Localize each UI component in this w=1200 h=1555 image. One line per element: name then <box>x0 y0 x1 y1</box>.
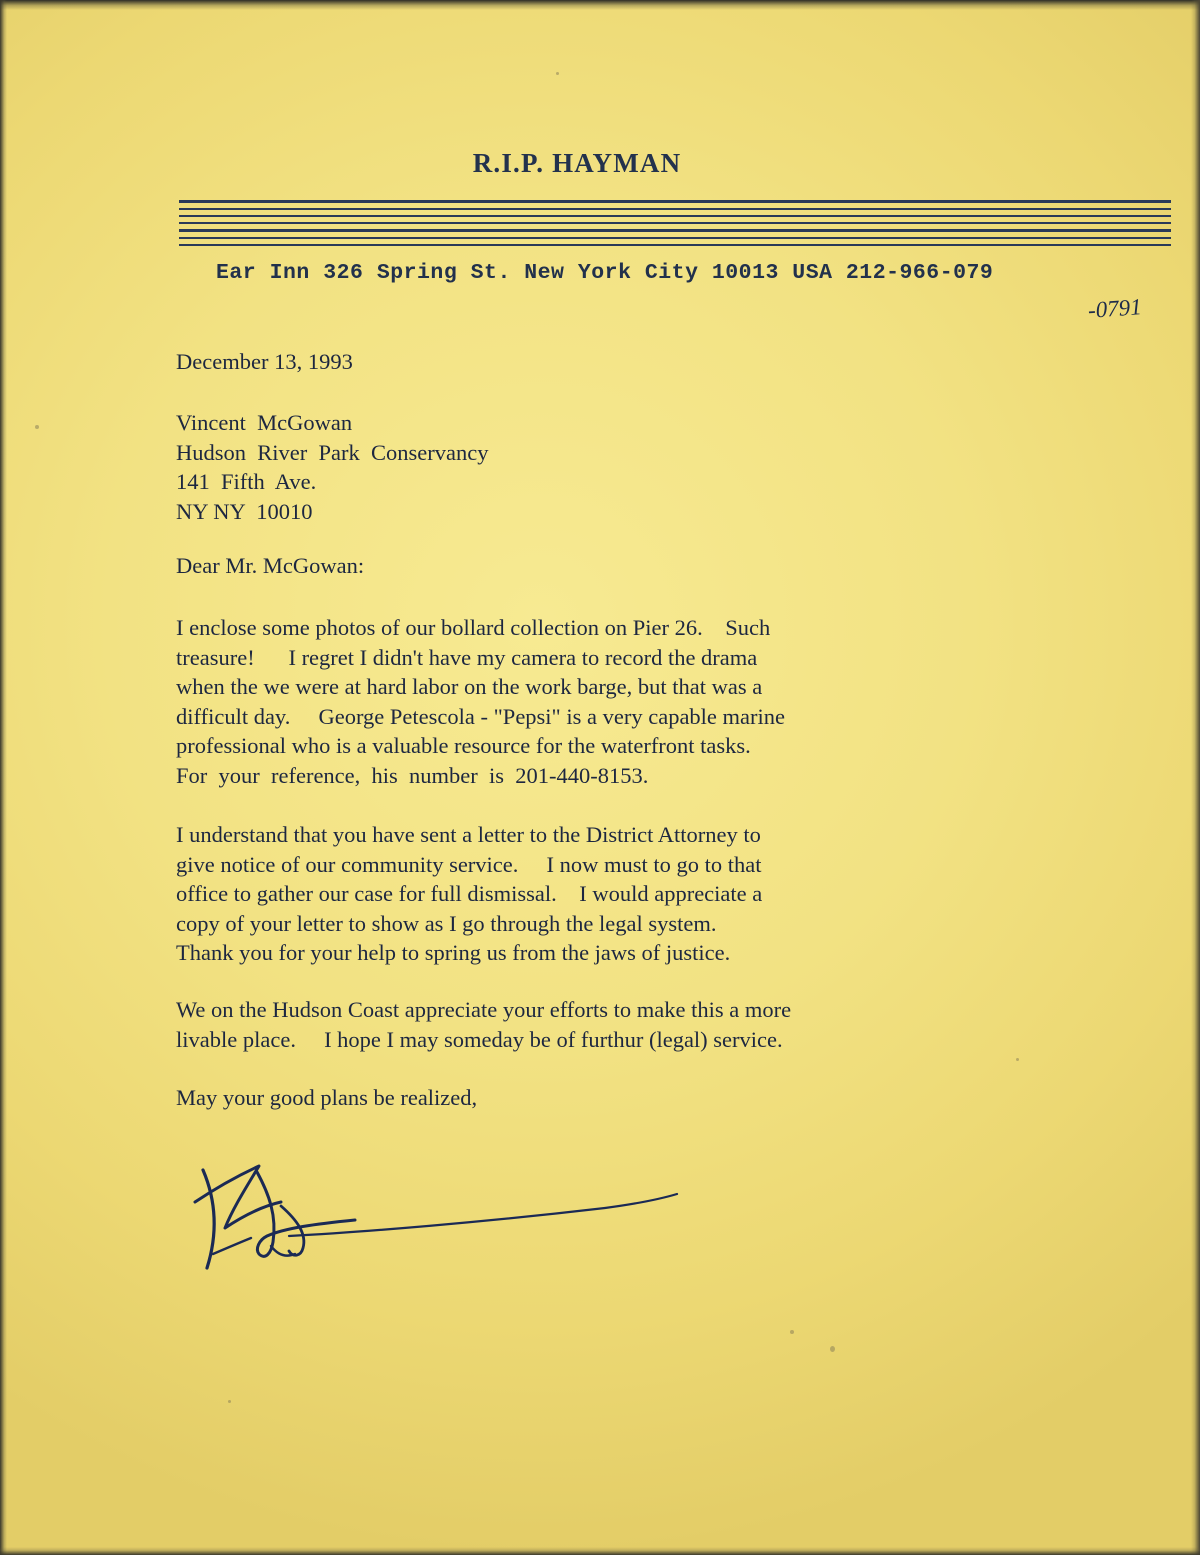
paragraph-line: give notice of our community service. I now must to go to that <box>176 851 762 877</box>
paragraph-1 <box>176 613 994 790</box>
recipient-street: 141 Fifth Ave. <box>176 469 317 494</box>
paper-speck <box>35 425 39 429</box>
scan-edge-bottom <box>0 1547 1200 1555</box>
rule-line <box>179 237 1171 239</box>
handwritten-phone-correction: -0791 <box>1087 294 1143 323</box>
scan-edge-right <box>1191 0 1200 1555</box>
paragraph-line: office to gather our case for full dismissal. I would appreciate a <box>176 881 763 906</box>
paragraph-line: We on the Hudson Coast appreciate your efforts to make this a more <box>176 997 792 1022</box>
paragraph-line: I enclose some photos of our bollard collection on Pier 26. Such <box>176 615 771 640</box>
paragraph-line: when the we were at hard labor on the work barge, but that was a <box>176 674 763 699</box>
rule-line <box>179 244 1171 246</box>
recipient-organization: Hudson River Park Conservancy <box>176 439 489 465</box>
paper-speck <box>790 1330 794 1334</box>
paragraph-line: livable place. I hope I may someday be of furthur (legal) service. <box>176 1026 783 1052</box>
recipient-city-state-zip: NY NY 10010 <box>176 498 313 524</box>
letter-date: December 13, 1993 <box>176 349 353 374</box>
scan-edge-left <box>0 0 7 1555</box>
letterhead-address: Ear Inn 326 Spring St. New York City 10013 USA 212-966-079 <box>216 261 994 285</box>
scan-edge-top <box>0 0 1200 10</box>
paragraph-line: difficult day. George Petescola - "Pepsi" is a very capable marine <box>176 703 786 729</box>
recipient-name: Vincent McGowan <box>176 410 353 435</box>
paragraph-2 <box>176 820 994 968</box>
paragraph-line: professional who is a valuable resource for the waterfront tasks. <box>176 733 751 758</box>
paragraph-line: copy of your letter to show as I go through the legal system. <box>176 910 717 936</box>
salutation: Dear Mr. McGowan: <box>176 553 365 578</box>
paper-speck <box>1016 1058 1019 1061</box>
paragraph-line: treasure! I regret I didn't have my camera to record the drama <box>176 644 758 670</box>
paragraph-line: Thank you for your help to spring us from the jaws of justice. <box>176 940 731 965</box>
rule-line <box>179 200 1171 203</box>
closing-line: May your good plans be realized, <box>176 1085 478 1110</box>
rule-line <box>179 222 1171 224</box>
letterhead-name: R.I.P. HAYMAN <box>472 148 682 178</box>
paragraph-line: For your reference, his number is 201-440-8153. <box>176 762 649 788</box>
rule-line <box>179 208 1171 210</box>
letterhead-rules <box>179 200 1171 251</box>
paragraph-3 <box>176 995 994 1054</box>
paragraph-line: I understand that you have sent a letter to the District Attorney to <box>176 822 761 847</box>
letterhead <box>176 148 1176 285</box>
handwritten-signature <box>185 1150 725 1290</box>
paper-speck <box>830 1346 835 1352</box>
rule-line <box>179 215 1171 217</box>
rule-line <box>179 229 1171 232</box>
paper-speck <box>556 72 559 75</box>
recipient-address-block <box>176 408 1006 526</box>
paper-speck <box>228 1400 231 1403</box>
